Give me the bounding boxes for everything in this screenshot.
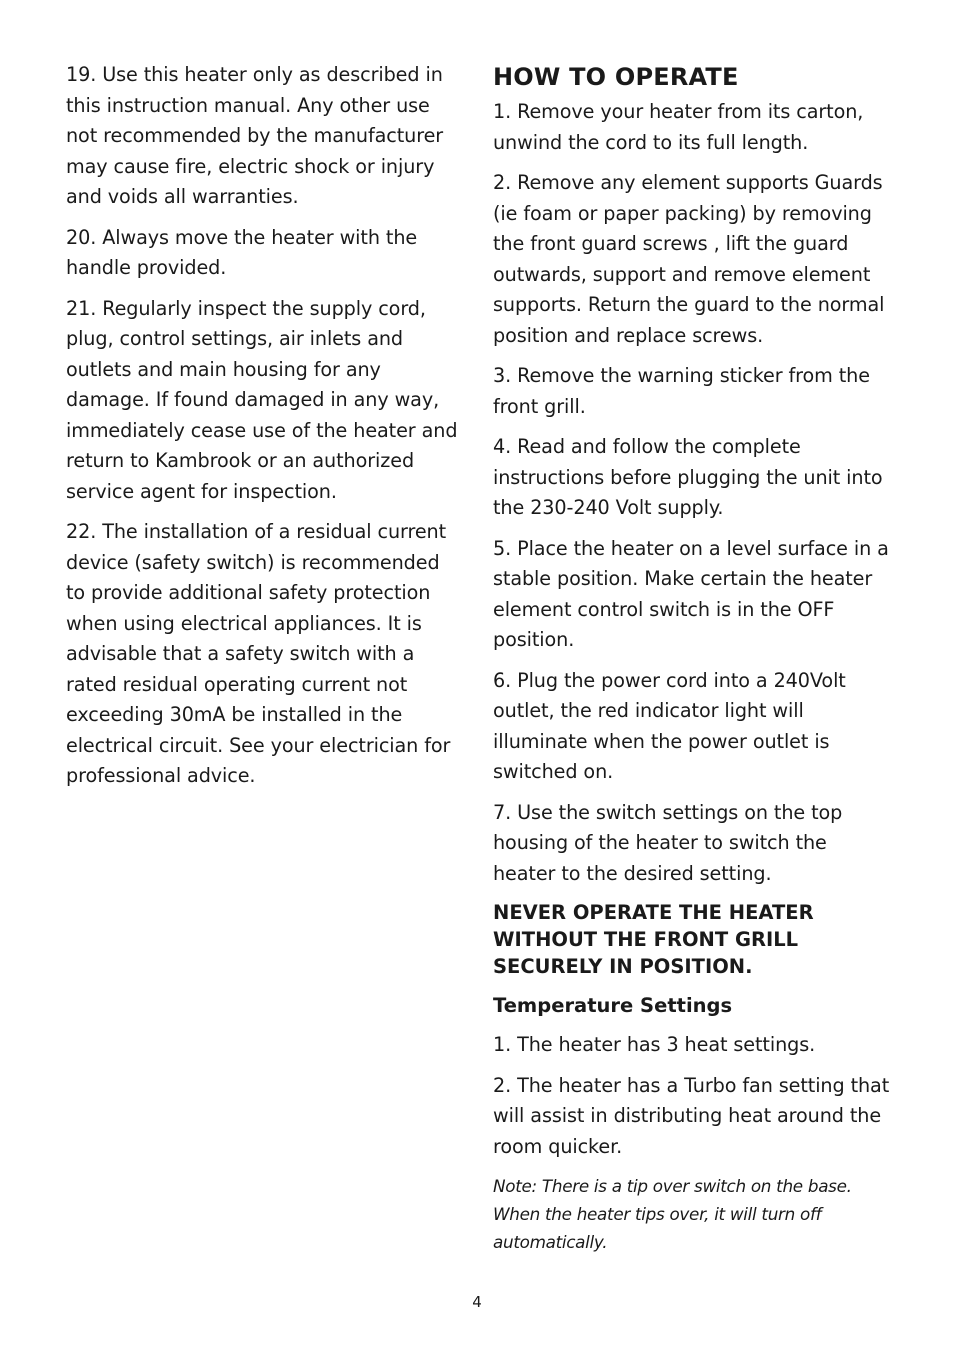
operate-step-7: 7. Use the switch settings on the top housing of the heater to switch the heater to the desired setting. [493,800,843,885]
front-grill-warning: NEVER OPERATE THE HEATER WITHOUT THE FRONT GRILL SECURELY IN POSITION. [493,901,814,978]
safety-item-19: 19. Use this heater only as described in this instruction manual. Any other use not recommended by the manufacturer may cause fire, electric shock or injury and voids all warranties. [66,63,444,208]
page-number: 4 [472,1293,482,1311]
safety-item-20: 20. Always move the heater with the handle provided. [66,225,418,279]
operate-step-4: 4. Read and follow the complete instructions before plugging the unit into the 230-240 Volt supply. [493,435,883,519]
temperature-setting-1: 1. The heater has 3 heat settings. [493,1033,816,1056]
tip-over-note: Note: There is a tip over switch on the base. When the heater tips over, it will turn off automatically. [493,1176,852,1252]
right-column [493,60,893,1256]
temperature-settings-heading: Temperature Settings [493,994,733,1017]
operate-step-2: 2. Remove any element supports Guards (ie foam or paper packing) by removing the front guard screws , lift the guard outwards, support and remove element supports. Return the guard to the normal position and replace screws. [493,171,885,347]
left-column [66,60,464,802]
operate-step-3: 3. Remove the warning sticker from the front grill. [493,364,870,418]
operate-step-1: 1. Remove your heater from its carton, unwind the cord to its full length. [493,100,864,154]
operate-step-5: 5. Place the heater on a level surface in a stable position. Make certain the heater element control switch is in the OFF position. [493,536,889,651]
how-to-operate-heading: HOW TO OPERATE [493,63,739,91]
operate-step-6: 6. Plug the power cord into a 240Volt outlet, the red indicator light will illuminate when the power outlet is switched on. [493,668,846,783]
temperature-setting-2: 2. The heater has a Turbo fan setting that will assist in distributing heat around the room quicker. [493,1073,890,1158]
safety-item-22: 22. The installation of a residual current device (safety switch) is recommended to provide additional safety protection when using electrical appliances. It is advisable that a safety switch with a rated residual operating current not exceeding 30mA be installed in the electrical circuit. See your electrician for professional advice. [66,520,451,787]
safety-item-21: 21. Regularly inspect the supply cord, plug, control settings, air inlets and outlets and main housing for any damage. If found damaged in any way, immediately cease use of the heater and return to Kambrook or an authorized service agent for inspection. [66,296,458,503]
